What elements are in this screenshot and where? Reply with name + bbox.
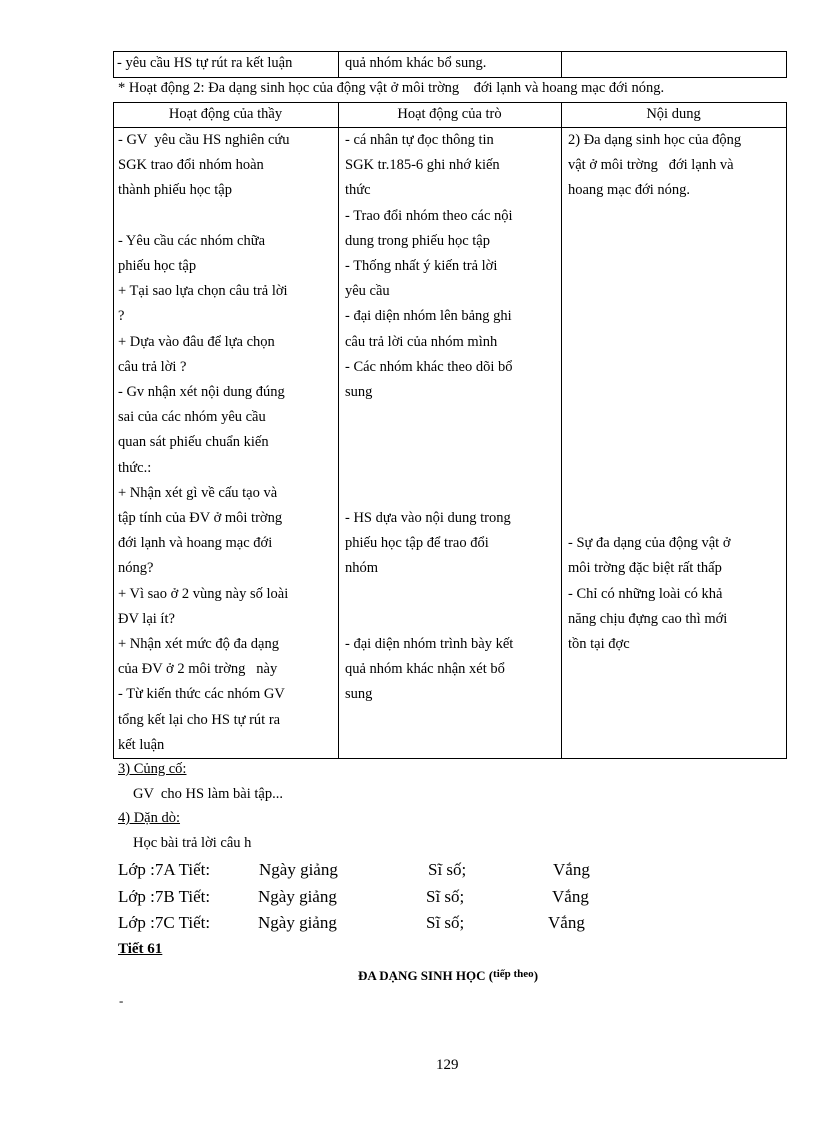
lesson-label: Tiết 61 xyxy=(118,941,163,957)
student-line: - đại diện nhóm trình bày kết xyxy=(345,636,514,652)
student-line: SGK tr.185-6 ghi nhớ kiến xyxy=(345,157,500,174)
teacher-line: + Nhận xét mức độ đa dạng xyxy=(118,636,279,652)
class-vang: Vắng xyxy=(553,860,590,879)
section4-heading: 4) Dặn dò: xyxy=(118,810,181,826)
teacher-line: SGK trao đổi nhóm hoàn xyxy=(118,157,264,174)
table-border-right xyxy=(786,102,787,759)
dash-mark: - xyxy=(119,993,124,1008)
header-teacher: Hoạt động của thầy xyxy=(168,106,283,122)
content-line: hoang mạc đới nóng. xyxy=(568,182,691,199)
top-row-col2: quả nhóm khác bổ sung. xyxy=(345,55,487,71)
table-border-left xyxy=(113,102,114,759)
content-line: vật ở môi trờng đới lạnh và xyxy=(568,157,734,174)
student-line: - Thống nhất ý kiến trả lời xyxy=(345,258,498,274)
teacher-line: tập tính của ĐV ở môi trờng xyxy=(118,510,283,526)
top-row-divider-2 xyxy=(561,51,562,78)
teacher-line: của ĐV ở 2 môi trờng này xyxy=(118,661,278,678)
class-siso: Sĩ số; xyxy=(428,860,467,879)
student-line: sung xyxy=(345,384,373,400)
class-ngay: Ngày giảng xyxy=(258,913,337,932)
lesson-title-main: ĐA DẠNG SINH HỌC ( xyxy=(357,968,494,983)
teacher-line: câu trả lời ? xyxy=(118,358,187,375)
teacher-line: thức.: xyxy=(118,459,152,476)
teacher-line: + Vì sao ở 2 vùng này số loài xyxy=(118,585,289,602)
lesson-title-small: tiếp theo xyxy=(493,968,534,980)
teacher-line: thành phiếu học tập xyxy=(118,182,232,199)
page-number: 129 xyxy=(436,1057,459,1073)
lesson-title xyxy=(0,968,816,984)
section3-text: GV cho HS làm bài tập... xyxy=(133,786,283,802)
header-content: Nội dung xyxy=(646,106,701,122)
top-row-col1: - yêu cầu HS tự rút ra kết luận xyxy=(117,55,293,71)
class-vang: Vắng xyxy=(552,887,589,906)
lesson-title-end: ) xyxy=(533,968,539,983)
class-siso: Sĩ số; xyxy=(426,887,465,906)
teacher-line: - Yêu cầu các nhóm chữa xyxy=(118,232,266,249)
top-row-border-left xyxy=(113,51,114,78)
teacher-line: + Tại sao lựa chọn câu trả lời xyxy=(118,283,288,300)
table-col-divider-2 xyxy=(561,102,562,759)
section3-heading: 3) Củng cố: xyxy=(118,761,187,777)
class-lop: Lớp :7A Tiết: xyxy=(118,860,211,879)
teacher-line: - GV yêu cầu HS nghiên cứu xyxy=(118,132,290,148)
teacher-line: ? xyxy=(118,308,125,325)
teacher-line: sai của các nhóm yêu cầu xyxy=(118,409,266,426)
student-line: - HS dựa vào nội dung trong xyxy=(345,510,511,526)
table-border-bottom xyxy=(113,758,787,759)
class-ngay: Ngày giảng xyxy=(259,860,338,879)
teacher-line: nóng? xyxy=(118,560,154,577)
class-ngay: Ngày giảng xyxy=(258,887,337,906)
student-line: yêu cầu xyxy=(345,283,390,300)
student-line: - đại diện nhóm lên bảng ghi xyxy=(345,308,512,325)
teacher-line: quan sát phiếu chuẩn kiến xyxy=(118,434,269,451)
student-line: phiếu học tập để trao đổi xyxy=(345,535,489,552)
class-vang: Vắng xyxy=(548,913,585,932)
student-line: - cá nhân tự đọc thông tin xyxy=(345,132,494,148)
table-col-divider-1 xyxy=(338,102,339,759)
teacher-line: ĐV lại ít? xyxy=(118,610,175,627)
class-lop: Lớp :7C Tiết: xyxy=(118,913,211,932)
class-lop: Lớp :7B Tiết: xyxy=(118,887,211,906)
teacher-line: phiếu học tập xyxy=(118,258,197,274)
top-row-border-right xyxy=(786,51,787,78)
teacher-line: - Gv nhận xét nội dung đúng xyxy=(118,384,285,400)
content-line: - Chỉ có những loài có khả xyxy=(568,585,723,602)
header-student: Hoạt động của trò xyxy=(397,106,502,122)
teacher-line: + Nhận xét gì về cấu tạo và xyxy=(118,484,278,501)
teacher-line: - Từ kiến thức các nhóm GV xyxy=(118,686,285,703)
activity-heading: * Hoạt động 2: Đa dạng sinh học của động vật ở môi trờng đới lạnh và hoang mạc đới nóng. xyxy=(118,80,665,96)
student-line: nhóm xyxy=(345,560,379,577)
content-line: 2) Đa dạng sinh học của động xyxy=(568,132,742,148)
student-line: - Trao đổi nhóm theo các nội xyxy=(345,207,513,224)
student-line: thức xyxy=(345,182,371,199)
teacher-line: kết luận xyxy=(118,736,165,753)
student-line: - Các nhóm khác theo dõi bổ xyxy=(345,358,513,375)
student-line: quả nhóm khác nhận xét bổ xyxy=(345,661,505,678)
student-line: dung trong phiếu học tập xyxy=(345,232,490,249)
teacher-line: + Dựa vào đâu để lựa chọn xyxy=(118,333,275,350)
content-line: năng chịu đựng cao thì mới xyxy=(568,610,728,627)
content-line: - Sự đa dạng của động vật ở xyxy=(568,535,731,552)
student-line: sung xyxy=(345,686,373,703)
student-line: câu trả lời của nhóm mình xyxy=(345,333,498,350)
content-line: môi trờng đặc biệt rất thấp xyxy=(568,560,722,577)
section4-text: Học bài trả lời câu h xyxy=(133,835,252,851)
top-row-divider-1 xyxy=(338,51,339,78)
class-siso: Sĩ số; xyxy=(426,913,465,932)
content-line: tồn tại đợc xyxy=(568,636,630,652)
teacher-line: tổng kết lại cho HS tự rút ra xyxy=(118,711,281,728)
teacher-line: đới lạnh và hoang mạc đới xyxy=(118,535,273,552)
